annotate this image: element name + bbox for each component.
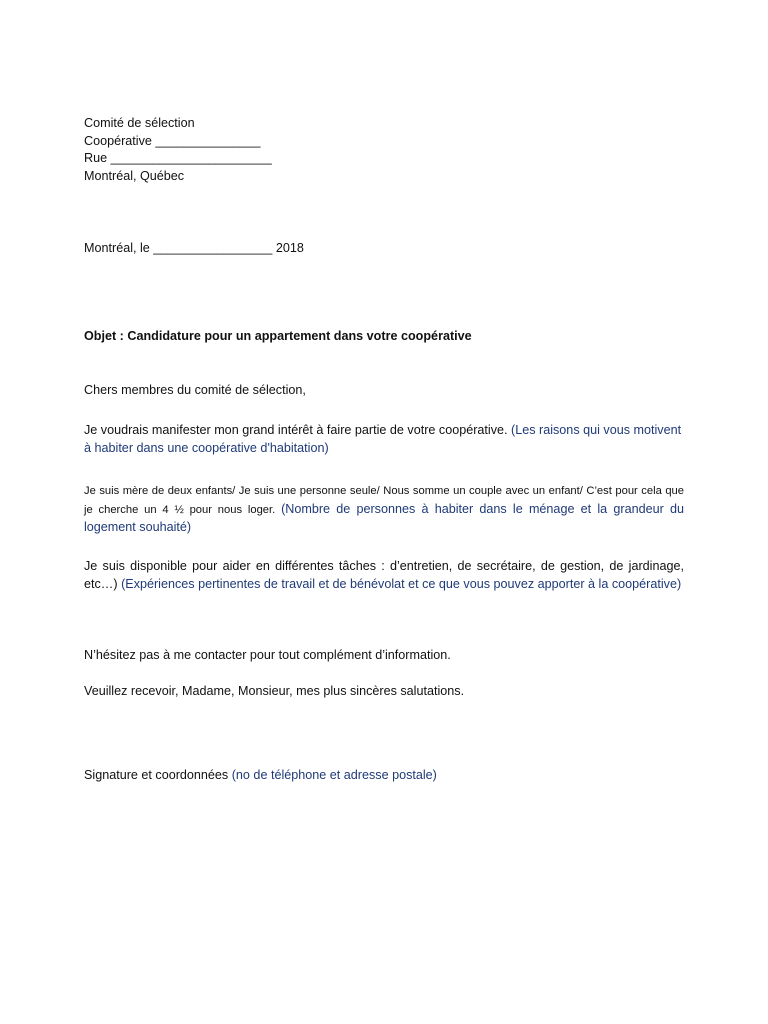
signature-line	[84, 767, 437, 785]
recipient-line-1: Comité de sélection	[84, 116, 195, 130]
salutation: Chers membres du comité de sélection,	[84, 383, 306, 397]
recipient-line-3: Rue _______________________	[84, 151, 272, 165]
subject-line: Objet : Candidature pour un appartement dans votre coopérative	[84, 329, 472, 343]
date-line: Montréal, le _________________ 2018	[84, 241, 304, 255]
closing-line: Veuillez recevoir, Madame, Monsieur, mes plus sincères salutations.	[84, 684, 465, 698]
paragraph-interest	[84, 422, 684, 457]
signature-text: Signature et coordonnées	[84, 768, 232, 782]
paragraph-availability-hint: (Expériences pertinentes de travail et de bénévolat et ce que vous pouvez apporter à la coopérative)	[121, 576, 682, 591]
paragraph-household-text: Je suis mère de deux enfants/ Je suis une personne seule/ Nous somme un couple avec un enfant/ C’est pour cela que je cherche un 4 ½ pour nous loger.	[84, 485, 684, 516]
recipient-line-2: Coopérative _______________	[84, 134, 261, 148]
paragraph-interest-hint: (Les raisons qui vous motivent à habiter dans une coopérative d'habitation)	[84, 423, 682, 455]
contact-line: N’hésitez pas à me contacter pour tout complément d’information.	[84, 648, 451, 662]
paragraph-availability-text: Je suis disponible pour aider en différentes tâches : d’entretien, de secrétaire, de gestion, de jardinage, etc…)	[84, 559, 684, 591]
recipient-line-4: Montréal, Québec	[84, 169, 185, 183]
paragraph-household	[84, 483, 684, 538]
signature-hint: (no de téléphone et adresse postale)	[231, 768, 437, 782]
paragraph-interest-text: Je voudrais manifester mon grand intérêt à faire partie de votre coopérative.	[84, 423, 512, 437]
paragraph-household-hint: (Nombre de personnes à habiter dans le ménage et la grandeur du logement souhaité)	[84, 501, 685, 534]
paragraph-availability	[84, 558, 684, 593]
